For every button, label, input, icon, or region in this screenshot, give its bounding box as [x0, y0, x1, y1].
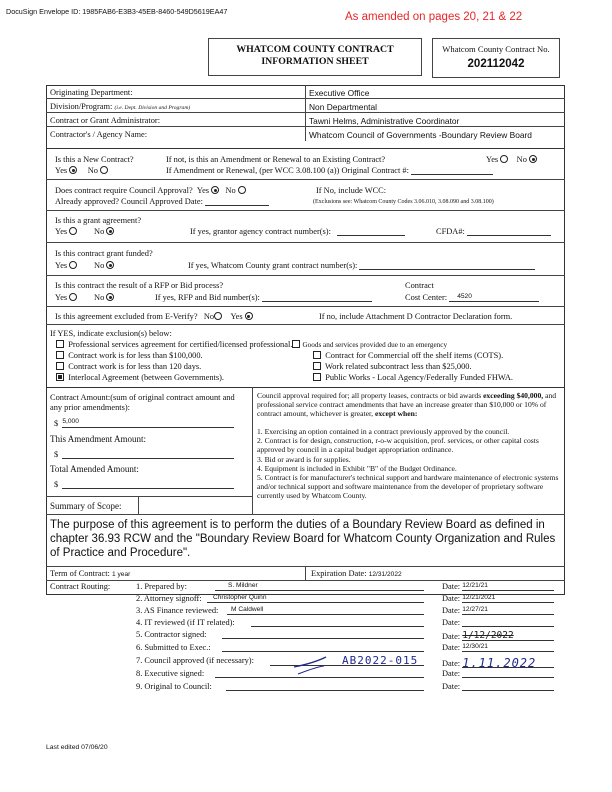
- exclusion-100k: Contract work is for less than $100,000.: [56, 351, 203, 360]
- grant-funded-radio-group: Yes No: [55, 261, 114, 270]
- q-wcc: If No, include WCC:: [316, 186, 387, 195]
- exclusion-120days-checkbox[interactable]: [56, 362, 64, 370]
- routing-label-1: 1. Prepared by:: [136, 582, 187, 591]
- expiration-label: Expiration Date: 12/31/2022: [311, 569, 402, 578]
- routing-label-2: 2. Attorney signoff:: [136, 594, 202, 603]
- administrator-value: Tawni Helms, Administrative Coordinator: [309, 116, 460, 126]
- exclusion-interlocal: Interlocal Agreement (between Governments).: [56, 373, 224, 382]
- exclusion-professional-checkbox[interactable]: [56, 340, 64, 348]
- divider: [46, 242, 565, 243]
- last-edited: Last edited 07/06/20: [46, 744, 108, 751]
- new-contract-no-radio[interactable]: [100, 166, 108, 174]
- routing-name-field-1[interactable]: S. Mildner: [215, 582, 424, 591]
- routing-date-8: Date:: [442, 669, 554, 678]
- grant-agreement-yes-radio[interactable]: [69, 227, 77, 235]
- divider: [46, 179, 565, 180]
- q-grant-contract: If yes, Whatcom County grant contract number(s):: [188, 261, 535, 270]
- routing-name-field-7[interactable]: AB2022-015: [270, 654, 424, 666]
- routing-date-4: Date:: [442, 618, 554, 627]
- exclusion-100k-checkbox[interactable]: [56, 351, 64, 359]
- everify-yes-radio[interactable]: [245, 312, 253, 320]
- form-title: [208, 38, 422, 76]
- contract-label: Contract: [405, 281, 434, 290]
- exclusions-note: (Exclusions see: Whatcom County Codes 3.06.010, 3.08.090 and 3.08.100): [313, 199, 494, 205]
- grant-agreement-radio-group: Yes No: [55, 227, 114, 236]
- amount-divider: [252, 387, 253, 514]
- routing-label-5: 5. Contractor signed:: [136, 630, 207, 639]
- routing-label-9: 9. Original to Council:: [136, 682, 212, 691]
- q-rfp: Is this contract the result of a RFP or Bid process?: [55, 281, 224, 290]
- term-label: Term of Contract: 1 year: [50, 569, 131, 578]
- new-contract-radio-group: Yes No: [55, 166, 108, 175]
- divider: [46, 496, 252, 497]
- amount-dollar: $ 5,000: [54, 418, 234, 428]
- contractor-label: Contractor's / Agency Name:: [50, 130, 148, 139]
- title-line-2: INFORMATION SHEET: [261, 56, 369, 67]
- divider: [46, 210, 565, 211]
- routing-date-7: Date: 1.11.2022: [442, 656, 554, 668]
- routing-date-field-5[interactable]: 1/12/2022: [462, 630, 554, 641]
- this-amendment-field[interactable]: [62, 449, 234, 459]
- exclusion-25k-checkbox[interactable]: [313, 362, 321, 370]
- info-divider: [305, 85, 306, 141]
- contract-number: 202112042: [467, 58, 525, 70]
- exception-1: 1. Exercising an option contained in a contract previously approved by the council.: [257, 427, 510, 436]
- routing-date-5: Date: 1/12/2022: [442, 630, 554, 641]
- council-rules: Council approval required for; all property leases, contracts or bid awards exceeding $40,000, and professional service contract amendments that have an increase greater than $10,000 or 10% of contract amount, whichever is greater, except when:: [257, 391, 557, 419]
- amended-note: As amended on pages 20, 21 & 22: [345, 11, 523, 23]
- routing-label-4: 4. IT reviewed (if IT related):: [136, 618, 235, 627]
- cfda-label: CFDA#:: [436, 227, 551, 236]
- routing-date-9: Date:: [442, 682, 554, 691]
- routing-date-2: Date: 12/21/2021: [442, 594, 554, 603]
- routing-name-field-8[interactable]: [215, 669, 424, 678]
- total-amended-label: Total Amended Amount:: [50, 464, 139, 474]
- routing-name-field-9[interactable]: [226, 682, 424, 691]
- exclusion-cots: Contract for Commercial off the shelf items (COTS).: [313, 351, 503, 360]
- cost-center-field[interactable]: 4520: [449, 293, 539, 302]
- q-rfp-numbers: If yes, RFP and Bid number(s):: [155, 293, 372, 302]
- purpose-text: The purpose of this agreement is to perform the duties of a Boundary Review Board as defined in chapter 36.93 RCW and the "Boundary Review Board for Whatcom County Organization and Rules of Practice and Procedure".: [50, 519, 556, 559]
- q-council-approval: Does contract require Council Approval? Yes No: [55, 186, 246, 195]
- routing-date-field-7[interactable]: 1.11.2022: [462, 656, 554, 668]
- routing-date-field-9[interactable]: [462, 682, 554, 691]
- department-value: Executive Office: [309, 88, 370, 98]
- divider: [46, 306, 565, 307]
- contract-number-label: Whatcom County Contract No.: [442, 44, 550, 54]
- exception-3: 3. Bid or award is for supplies.: [257, 454, 351, 464]
- divider: [46, 514, 565, 515]
- contract-number-box: [432, 38, 560, 78]
- rfp-radio-group: Yes No: [55, 293, 114, 302]
- cost-center: Cost Center: 4520: [405, 293, 539, 302]
- routing-label-7: 7. Council approved (if necessary):: [136, 656, 254, 665]
- everify-no-radio[interactable]: [214, 312, 222, 320]
- exclusion-120days: Contract work is for less than 120 days.: [56, 362, 201, 371]
- grant-agreement-no-radio[interactable]: [106, 227, 114, 235]
- exclusion-goods-checkbox[interactable]: [292, 340, 300, 348]
- q-amendment: If not, is this an Amendment or Renewal to an Existing Contract?: [166, 155, 386, 164]
- original-contract-field[interactable]: [411, 166, 493, 175]
- exclusion-25k: Work related subcontract less than $25,000.: [313, 362, 472, 371]
- divider: [46, 580, 565, 581]
- routing-name-field-5[interactable]: [222, 630, 424, 639]
- exclusion-professional: Professional services agreement for certified/licensed professional. Goods and services provided due to an emergency: [56, 340, 447, 349]
- new-contract-yes-radio[interactable]: [69, 166, 77, 174]
- division-label: Division/Program: (i.e. Dept. Division and Program): [50, 102, 191, 111]
- routing-date-field-6[interactable]: 12/30/21: [462, 643, 554, 652]
- grant-funded-no-radio[interactable]: [106, 261, 114, 269]
- exclusion-fhwa-checkbox[interactable]: [313, 373, 321, 381]
- exception-2: 2. Contract is for design, construction, r-o-w acquisition, prof. services, or other capital costs approved by council in a capital budget appropriation ordinance.: [257, 436, 539, 455]
- exclusion-fhwa: Public Works - Local Agency/Federally Funded FHWA.: [313, 373, 513, 382]
- administrator-label: Contract or Grant Administrator:: [50, 116, 161, 125]
- routing-name-field-6[interactable]: [222, 643, 424, 652]
- division-value: Non Departmental: [309, 102, 377, 112]
- this-amendment-label: This Amendment Amount:: [50, 434, 146, 444]
- q-grant-funded: Is this contract grant funded?: [55, 249, 153, 258]
- q-amend-renew: If Amendment or Renewal, (per WCC 3.08.100 (a)) Original Contract #:: [166, 166, 493, 175]
- routing-label-6: 6. Submitted to Exec.:: [136, 643, 211, 652]
- summary-divider: [138, 496, 139, 514]
- council-exceptions: [257, 427, 561, 501]
- routing-date-field-4[interactable]: [462, 618, 554, 627]
- routing-date-6: Date: 12/30/21: [442, 643, 554, 652]
- q-grantor: If yes, grantor agency contract number(s):: [190, 227, 405, 236]
- exclusion-intro: If YES, indicate exclusion(s) below:: [50, 329, 172, 338]
- total-amended-field[interactable]: [62, 479, 234, 489]
- q-already-approved: Already approved? Council Approved Date:: [55, 197, 269, 206]
- q-everify: Is this agreement excluded from E-Verify? No Yes: [55, 312, 253, 321]
- rfp-yes-radio[interactable]: [69, 293, 77, 301]
- grant-contract-field[interactable]: [359, 261, 535, 270]
- total-amended-dollar: $: [54, 479, 234, 489]
- routing-name-field-2[interactable]: Christopher Quinn: [207, 594, 424, 603]
- title-line-1: WHATCOM COUNTY CONTRACT: [236, 44, 394, 55]
- divider: [46, 275, 565, 276]
- contractor-value: Whatcom Council of Governments -Boundary Review Board: [309, 130, 532, 140]
- routing-date-field-2[interactable]: 12/21/2021: [462, 594, 554, 603]
- grantor-number-field[interactable]: [337, 227, 405, 236]
- routing-name-field-4[interactable]: [251, 618, 424, 627]
- exception-4: 4. Equipment is included in Exhibit "B" of the Budget Ordinance.: [257, 463, 457, 473]
- amendment-radio-group: Yes No: [486, 155, 537, 164]
- routing-date-1: Date: 12/21/21: [442, 582, 554, 591]
- cfda-field[interactable]: [467, 227, 551, 236]
- term-divider: [305, 566, 306, 580]
- routing-date-field-1[interactable]: 12/21/21: [462, 582, 554, 591]
- q-new-contract: Is this a New Contract?: [55, 155, 134, 164]
- rfp-no-radio[interactable]: [106, 293, 114, 301]
- rfp-number-field[interactable]: [262, 293, 372, 302]
- q-grant-agreement: Is this a grant agreement?: [55, 216, 142, 225]
- amount-field[interactable]: 5,000: [62, 418, 234, 428]
- exclusion-cots-checkbox[interactable]: [313, 351, 321, 359]
- amendment-yes-radio[interactable]: [500, 155, 508, 163]
- divider: [46, 324, 565, 325]
- council-approved-date-field[interactable]: [205, 197, 269, 206]
- routing-label-3: 3. AS Finance reviewed:: [136, 606, 219, 615]
- routing-name-field-3[interactable]: M Caldwell: [227, 606, 424, 615]
- routing-label: Contract Routing:: [50, 582, 111, 591]
- amendment-no-radio[interactable]: [529, 155, 537, 163]
- routing-date-field-8[interactable]: [462, 669, 554, 678]
- grant-funded-yes-radio[interactable]: [69, 261, 77, 269]
- exclusion-interlocal-checkbox[interactable]: [56, 373, 64, 381]
- everify-note: If no, include Attachment D Contractor Declaration form.: [319, 312, 513, 321]
- council-approval-yes-radio[interactable]: [211, 186, 219, 194]
- routing-label-8: 8. Executive signed:: [136, 669, 205, 678]
- routing-date-3: Date: 12/27/21: [442, 606, 554, 615]
- divider: [46, 387, 565, 388]
- summary-label: Summary of Scope:: [50, 501, 122, 511]
- amount-label: Contract Amount:(sum of original contract amount and any prior amendments):: [50, 393, 235, 412]
- routing-date-field-3[interactable]: 12/27/21: [462, 606, 554, 615]
- department-label: Originating Department:: [50, 88, 133, 97]
- envelope-id: DocuSign Envelope ID: 1985FAB6-E3B3-45EB-8460-549D5619EA47: [6, 7, 228, 16]
- this-amendment-dollar: $: [54, 449, 234, 459]
- exception-5: 5. Contract is for manufacturer's technical support and hardware maintenance of electronic systems and/or technical support and software maintenance from the developer of proprietary software currently used by Whatcom County.: [257, 473, 559, 501]
- council-approval-no-radio[interactable]: [238, 186, 246, 194]
